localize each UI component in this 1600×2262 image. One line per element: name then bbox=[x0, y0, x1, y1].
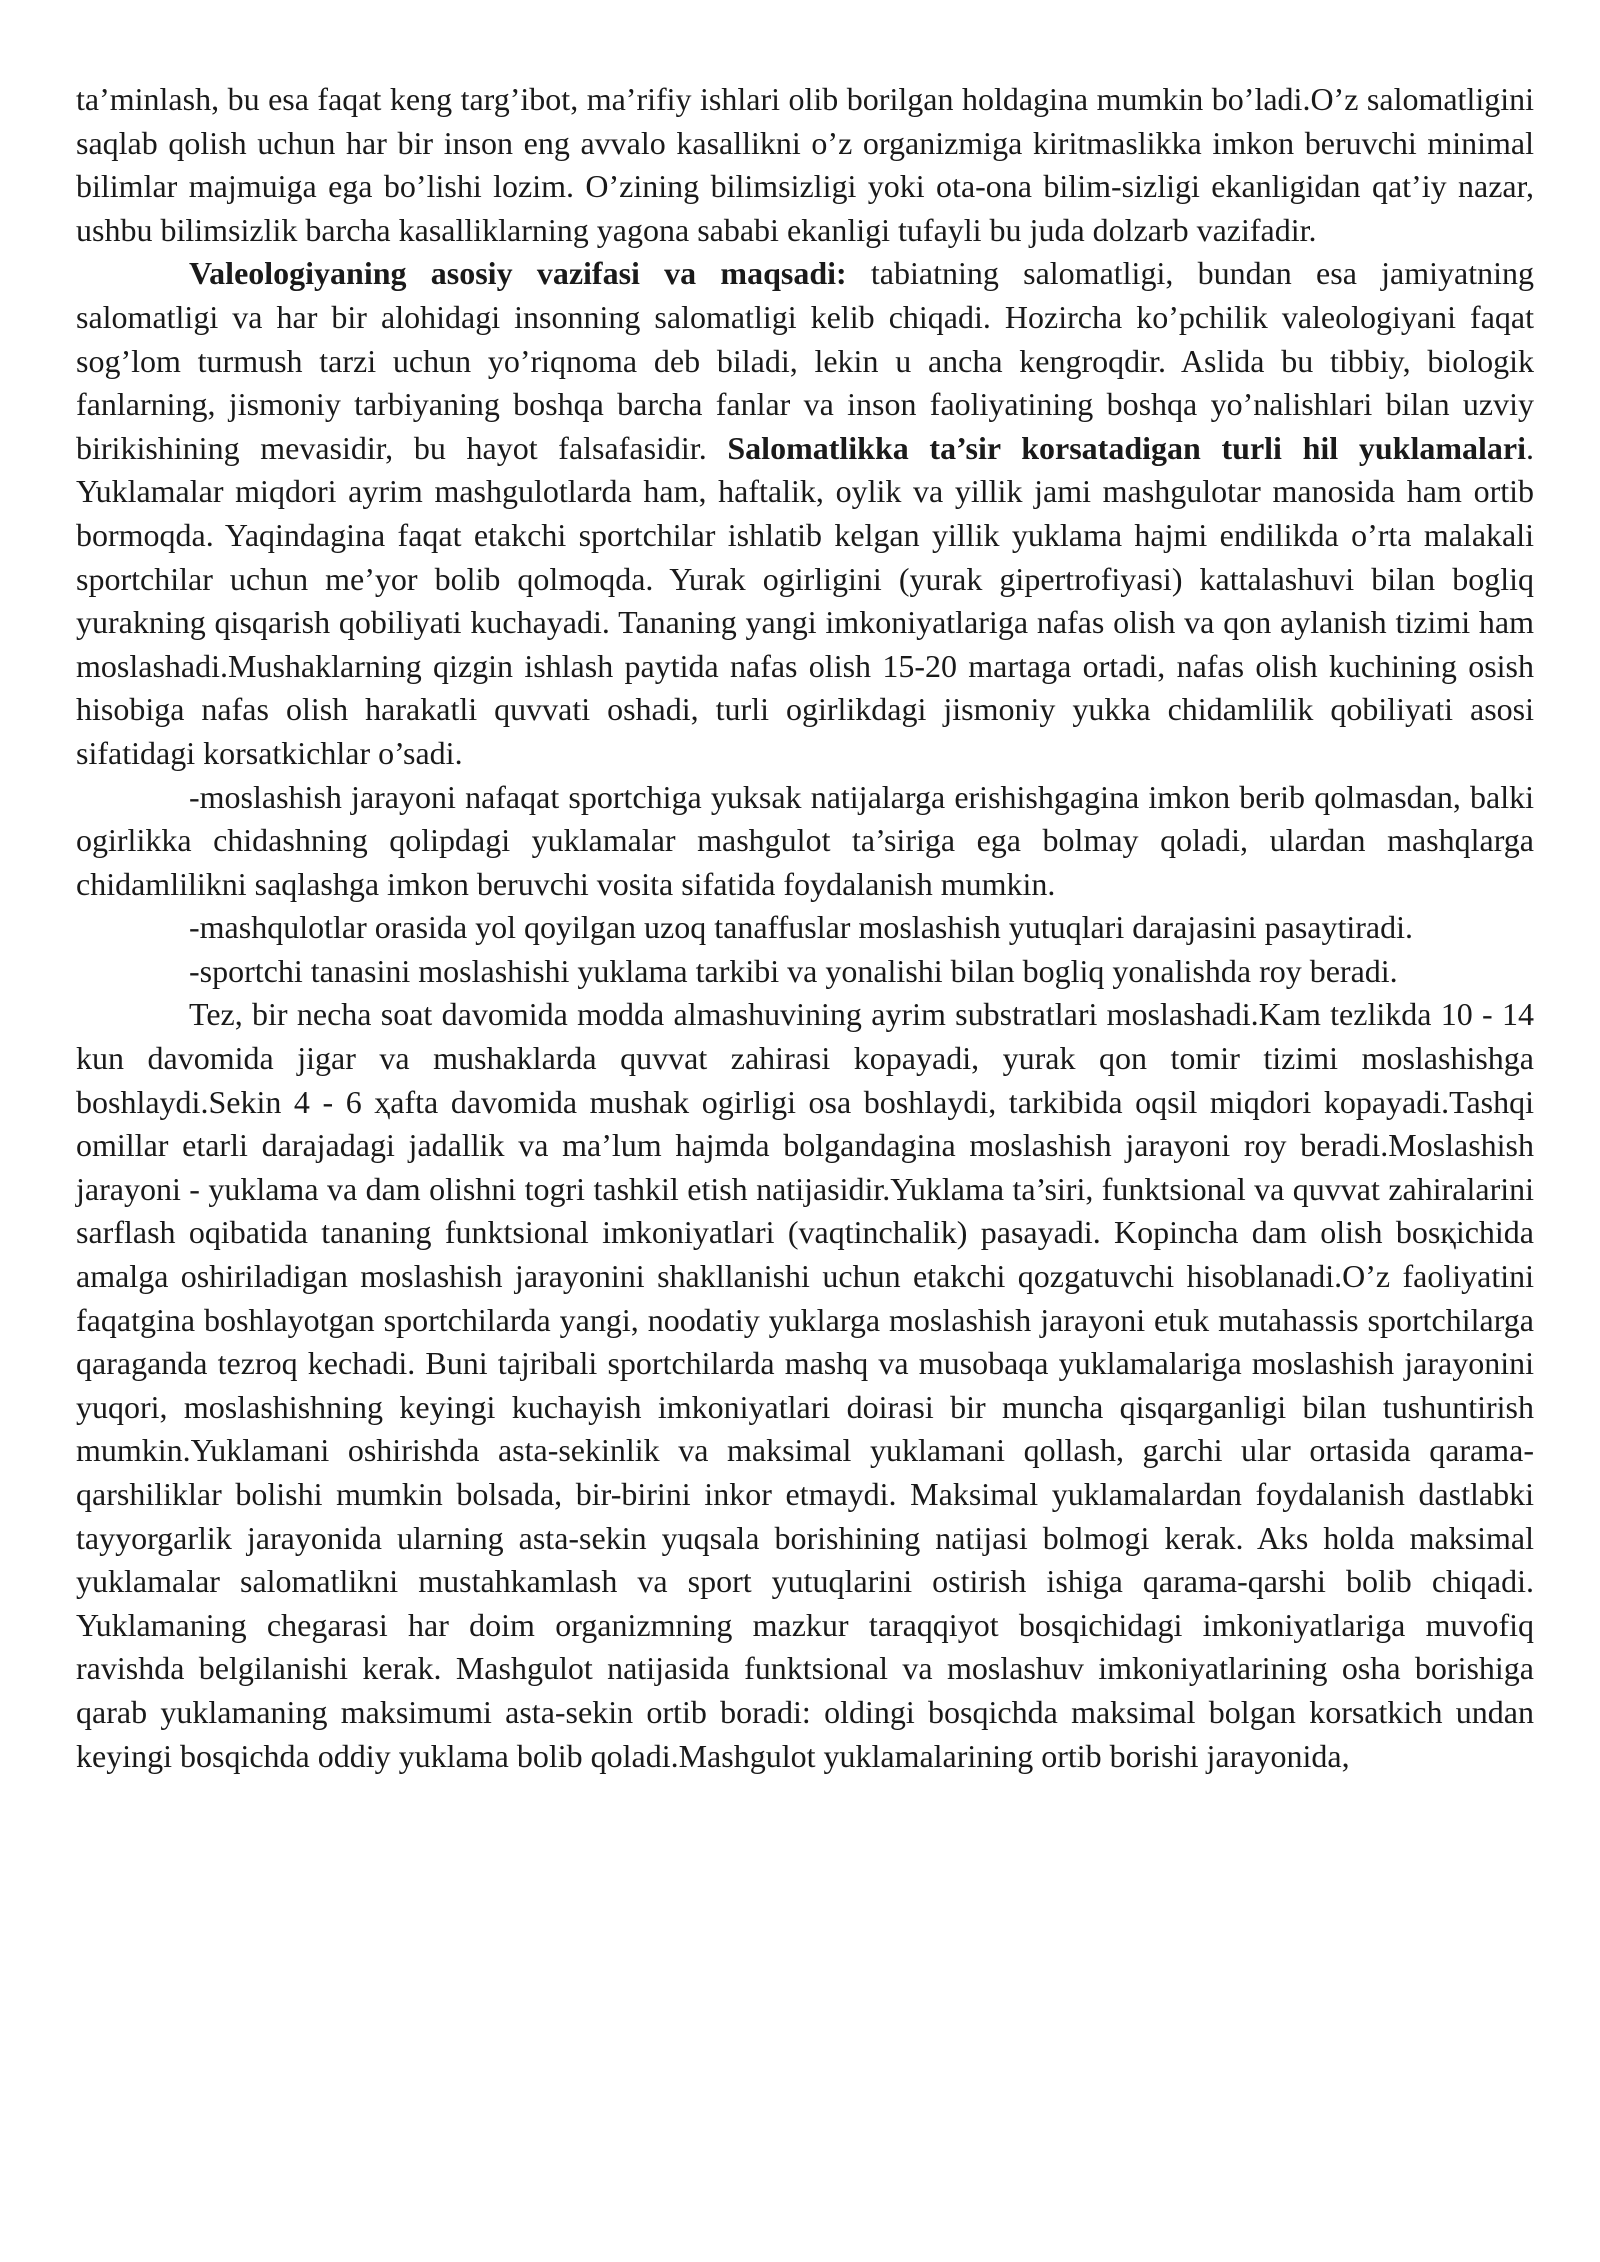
paragraph-adaptation-process: -moslashish jarayoni nafaqat sportchiga yuksak natijalarga erishishgagina imkon berib qolmasdan, balki ogirlikka chidashning qolipdagi yuklamalar mashgulot ta’siriga ega bolmay qoladi, ulardan mashqlarga chidamlilikni saqlashga imkon beruvchi vosita sifatida foydalanish mumkin. bbox=[76, 778, 1534, 902]
valeology-heading: Valeologiyaning asosiy vazifasi va maqsadi: bbox=[189, 255, 847, 292]
paragraph-intro: ta’minlash, bu esa faqat keng targ’ibot, ma’rifiy ishlari olib borilgan holdagina mumkin bo’ladi.O’z salomatligini saqlab qolish uchun har bir inson eng avvalo kasallikni o’z organizmiga kiritmaslikka imkon beruvchi minimal bilimlar majmuiga ega bo’lishi lozim. O’zining bilimsizligi yoki ota-ona bilim-sizligi ekanligidan qat’iy nazar, ushbu bilimsizlik barcha kasalliklarning yagona sababi ekanligi tufayli bu juda dolzarb vazifadir. bbox=[76, 81, 1534, 248]
paragraph-breaks: -mashqulotlar orasida yol qoyilgan uzoq tanaffuslar moslashish yutuqlari darajasini pasaytiradi. bbox=[189, 909, 1413, 946]
loads-heading: Salomatlikka ta’sir korsatadigan turli hil yuklamalari bbox=[727, 429, 1526, 466]
paragraph-body-adaptation: -sportchi tanasini moslashishi yuklama tarkibi va yonalishi bilan bogliq yonalishda roy beradi. bbox=[189, 952, 1398, 989]
paragraph-adaptation-speed: Tez, bir necha soat davomida modda almashuvining ayrim substratlari moslashadi.Kam tezlikda 10 - 14 kun davomida jigar va mushaklarda quvvat zahirasi kopayadi, yurak qon tomir tizimi moslashishga boshlaydi.Sekin 4 - 6 ҳafta davomida mushak ogirligi osa boshlaydi, tarkibida oqsil miqdori kopayadi.Tashqi omillar etarli darajadagi jadallik va ma’lum hajmda bolgandagina moslashish jarayoni roy beradi.Moslashish jarayoni - yuklama va dam olishni togri tashkil etish natijasidir.Yuklama ta’siri, funktsional va quvvat zahiralarini sarflash oqibatida tananing funktsional imkoniyatlari (vaqtinchalik) pasayadi. Kopincha dam olish bosқichida amalga oshiriladigan moslashish jarayonini shakllanishi uchun etakchi qozgatuvchi hisoblanadi.O’z faoliyatini faqatgina boshlayotgan sportchilarda yangi, noodatiy yuklarga moslashish jarayoni etuk mutahassis sportchilarga qaraganda tezroq kechadi. Buni tajribali sportchilarda mashq va musobaqa yuklamalariga moslashish jarayonini yuqori, moslashishning keyingi kuchayish imkoniyatlari doirasi bir muncha qisqarganligi bilan tushuntirish mumkin.Yuklamani oshirishda asta-sekinlik va maksimal yuklamani qollash, garchi ular ortasida qarama-qarshiliklar bolishi mumkin bolsada, bir-birini inkor etmaydi. Maksimal yuklamalardan foydalanish dastlabki tayyorgarlik jarayonida ularning asta-sekin yuqsala borishining natijasi bolmogi kerak. Aks holda maksimal yuklamalar salomatlikni mustahkamlash va sport yutuqlarini ostirish ishiga qarama-qarshi bolib chiqadi. Yuklamaning chegarasi har doim organizmning mazkur taraqqiyot bosqichidagi imkoniyatlariga muvofiq ravishda belgilanishi kerak. Mashgulot natijasida funktsional va moslashuv imkoniyatlarining osha borishiga qarab yuklamaning maksimumi asta-sekin ortib boradi: oldingi bosqichda maksimal bolgan korsatkich undan keyingi bosqichda oddiy yuklama bolib qoladi.Mashgulot yuklamalarining ortib borishi jarayonida, bbox=[76, 996, 1534, 1774]
loads-text: . Yuklamalar miqdori ayrim mashgulotlarda ham, haftalik, oylik va yillik jami mashgulotar manosida ham ortib bormoqda. Yaqindagina faqat etakchi sportchilar ishlatib kelgan yillik yuklama hajmi endilikda o’rta malakali sportchilar uchun me’yor bolib qolmoqda. Yurak ogirligini (yurak gipertrofiyasi) kattalashuvi bilan bogliq yurakning qisqarish qobiliyati kuchayadi. Tananing yangi imkoniyatlariga nafas olish va qon aylanish tizimi ham moslashadi.Mushaklarning qizgin ishlash paytida nafas olish 15-20 martaga ortadi, nafas olish kuchining osish hisobiga nafas olish harakatli quvvati oshadi, turli ogirlikdagi jismoniy yukka chidamlilik qobiliyati asosi sifatidagi korsatkichlar o’sadi. bbox=[76, 429, 1534, 771]
valeology-text: tabiatning salomatligi, bundan esa jamiyatning salomatligi va har bir alohidagi insonning salomatligi kelib chiqadi. Hozircha ko’pchilik valeologiyani faqat sog’lom turmush tarzi uchun yo’riqnoma deb biladi, lekin u ancha kengroqdir. Aslida bu tibbiy, biologik fanlarning, jismoniy tarbiyaning boshqa barcha fanlar va inson faoliyatining boshqa yo’nalishlari bilan uzviy birikishining mevasidir, bu hayot falsafasidir. bbox=[76, 255, 1535, 466]
paragraph-valeology bbox=[76, 252, 1534, 775]
